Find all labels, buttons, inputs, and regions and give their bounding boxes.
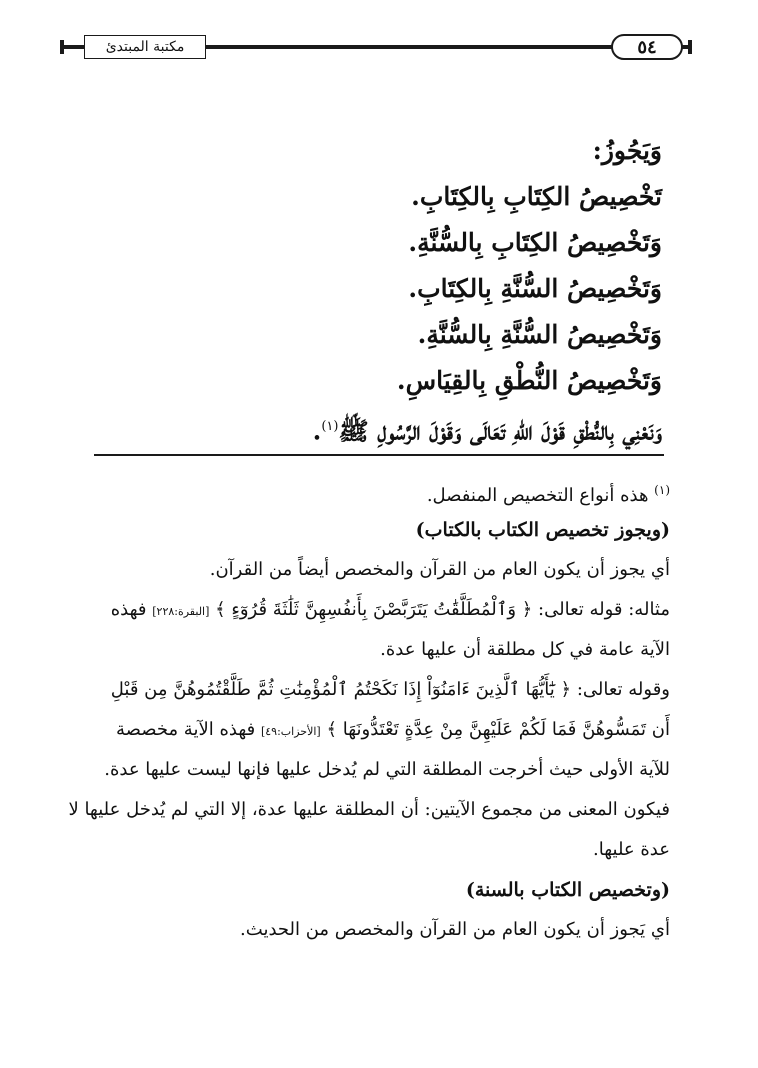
- paragraph: الآية عامة في كل مطلقة أن عليها عدة.: [380, 639, 670, 660]
- verse-line: وَتَخْصِيصُ السُّنَّةِ بِالكِتَابِ.: [408, 274, 662, 303]
- paragraph: فيكون المعنى من مجموع الآيتين: أن المطلقة عليها عدة، إلا التي لم يُدخل عليها لا: [68, 799, 670, 820]
- footnote-marker: (١): [654, 483, 670, 497]
- paragraph: للآية الأولى حيث أخرجت المطلقة التي لم يُدخل عليها فإنها ليست عليها عدة.: [104, 759, 670, 780]
- paragraph-example: [66, 670, 670, 710]
- verse-line: وَتَخْصِيصُ النُّطْقِ بِالقِيَاسِ.: [396, 366, 662, 395]
- paragraph-example: [66, 590, 670, 630]
- footnote-divider: [94, 454, 664, 456]
- footnote-text: هذه أنواع التخصيص المنفصل.: [426, 485, 649, 506]
- verse-block: [62, 128, 662, 450]
- example-intro: مثاله: قوله تعالى:: [538, 599, 670, 620]
- verse-line: وَيَجُوزُ:: [592, 136, 662, 165]
- verse-line: وَتَخْصِيصُ السُّنَّةِ بِالسُّنَّةِ.: [417, 320, 662, 349]
- verse-line-last: [62, 404, 662, 450]
- paragraph: أي يجوز أن يكون العام من القرآن والمخصص أيضاً من القرآن.: [209, 559, 670, 580]
- footnote-line: [66, 470, 670, 510]
- quran-verse: أَن تَمَسُّوهُنَّ فَمَا لَكُمْ عَلَيْهِنَّ مِنْ عِدَّةٍ تَعْتَدُّونَهَا ﴾: [326, 719, 670, 740]
- paragraph-tail: فهذه: [110, 599, 147, 620]
- paragraph: أي يَجوز أن يكون العام من القرآن والمخصص من الحديث.: [240, 919, 670, 940]
- header-rule-cap-right: [688, 40, 692, 54]
- footnote-reference: (١): [321, 419, 339, 434]
- verse-reference: [البقرة:٢٢٨]: [152, 605, 210, 618]
- verse-line: وَتَخْصِيصُ الكِتَابِ بِالسُّنَّةِ.: [408, 228, 662, 257]
- verse-line: تَخْصِيصُ الكِتَابِ بِالكِتَابِ.: [411, 182, 662, 211]
- example-intro: وقوله تعالى:: [576, 679, 670, 700]
- quran-verse: ﴿ يَٰٓأَيُّهَا ٱلَّذِينَ ءَامَنُوٓاْ إِذَا نَكَحْتُمُ ٱلْمُؤْمِنَٰتِ ثُمَّ طَلَّقْتُمُوهُنَّ مِن قَبْلِ: [110, 679, 572, 700]
- quran-verse: ﴿ وَٱلْمُطَلَّقَٰتُ يَتَرَبَّصْنَ بِأَنفُسِهِنَّ ثَلَٰثَةَ قُرُوٓءٍ ﴾: [215, 599, 533, 620]
- commentary: [66, 470, 670, 950]
- running-title: مكتبة المبتدئ: [84, 35, 206, 59]
- section-heading: (وتخصيص الكتاب بالسنة): [465, 879, 670, 901]
- verse-reference: [الأحزاب:٤٩]: [260, 725, 321, 738]
- paragraph: عدة عليها.: [593, 839, 670, 860]
- paragraph-tail: فهذه الآية مخصصة: [115, 719, 256, 740]
- page-number: ٥٤: [611, 34, 683, 60]
- section-heading: (ويجوز تخصيص الكتاب بالكتاب): [415, 519, 670, 541]
- paragraph-example: [66, 710, 670, 750]
- header-rule-cap-left: [60, 40, 64, 54]
- verse-end-mark: .: [312, 416, 322, 446]
- verse-line-text: وَنَعْنِي بِالنُّطْقِ قَوْلَ اللهِ تَعَالَى وَقَوْلَ الرَّسُولِ ﷺ: [338, 416, 662, 446]
